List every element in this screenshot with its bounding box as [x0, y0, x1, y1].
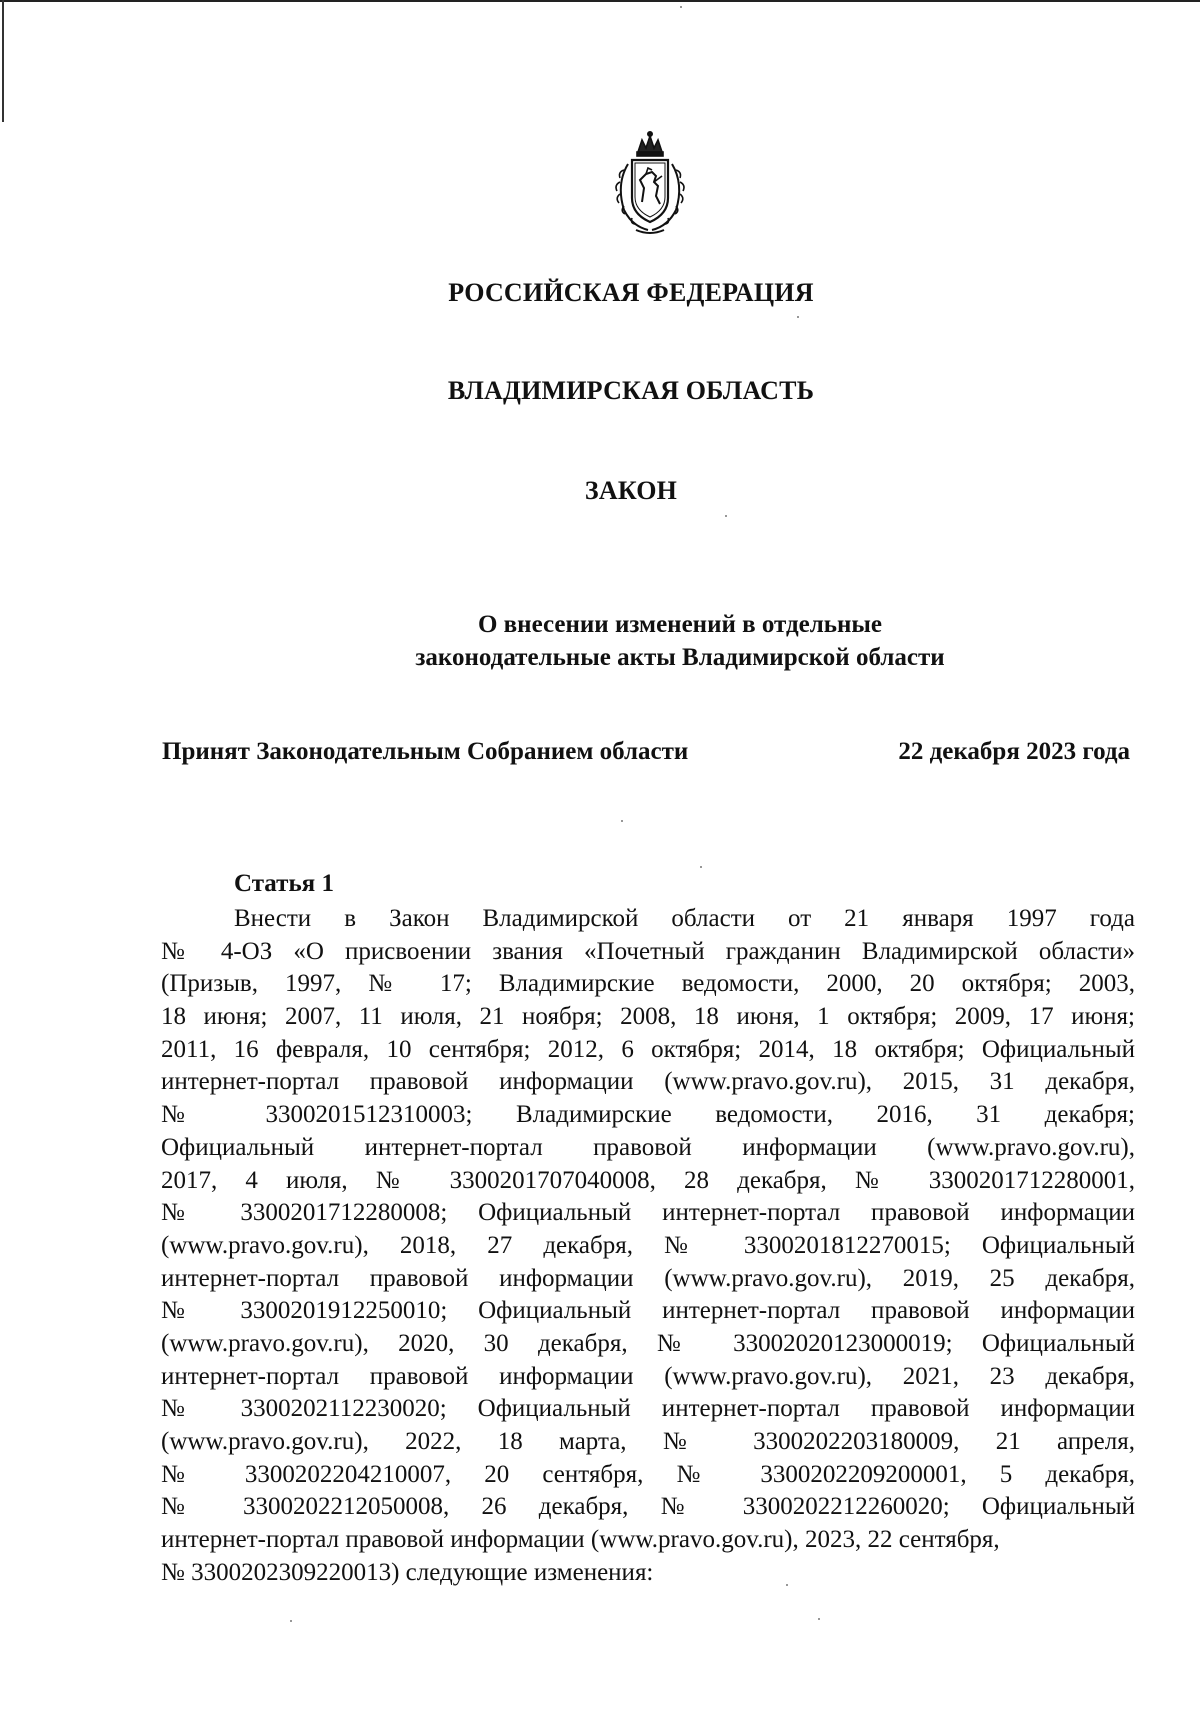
law-title-line: О внесении изменений в отдельные — [477, 611, 883, 638]
article-body — [161, 903, 1135, 1589]
page-top-border — [0, 0, 1200, 2]
scan-speck — [290, 1620, 292, 1622]
article-body-line: 2017, 4 июля, № 3300201707040008, 28 декабря, № 3300201712280001, — [161, 1166, 1135, 1194]
scan-speck — [621, 820, 623, 822]
coat-of-arms-icon — [602, 130, 698, 238]
scan-speck — [700, 866, 702, 868]
article-body-line: (Призыв, 1997, № 17; Владимирские ведомости, 2000, 20 октября; 2003, — [161, 970, 1135, 998]
article-body-line: интернет-портал правовой информации (www.pravo.gov.ru), 2021, 23 декабря, — [161, 1362, 1135, 1390]
country-heading: РОССИЙСКАЯ ФЕДЕРАЦИЯ — [448, 278, 814, 307]
article-body-line: № 3300202204210007, 20 сентября, № 3300202209200001, 5 декабря, — [161, 1460, 1135, 1488]
adoption-label: Принят Законодательным Собранием области — [162, 738, 689, 765]
article-body-line: (www.pravo.gov.ru), 2022, 18 марта, № 3300202203180009, 21 апреля, — [161, 1428, 1135, 1455]
article-body-line: № 4-ОЗ «О присвоении звания «Почетный гражданин Владимирской области» — [161, 937, 1135, 965]
scan-speck — [680, 6, 682, 8]
article-body-line: 2011, 16 февраля, 10 сентября; 2012, 6 октября; 2014, 18 октября; Официальный — [161, 1035, 1135, 1063]
article-body-line: № 3300202212050008, 26 декабря, № 3300202212260020; Официальный — [161, 1493, 1135, 1521]
article-body-line: интернет-портал правовой информации (www.pravo.gov.ru), 2019, 25 декабря, — [161, 1264, 1135, 1292]
article-body-line: 18 июня; 2007, 11 июля, 21 ноября; 2008, 18 июня, 1 октября; 2009, 17 июня; — [161, 1003, 1135, 1031]
article-heading: Статья 1 — [234, 870, 334, 897]
article-body-line: Официальный интернет-портал правовой информации (www.pravo.gov.ru), — [161, 1133, 1135, 1161]
article-body-line: № 3300202309220013) следующие изменения: — [161, 1558, 654, 1586]
article-body-line: (www.pravo.gov.ru), 2020, 30 декабря, № 33002020123000019; Официальный — [161, 1329, 1135, 1357]
scan-speck — [786, 1584, 788, 1586]
article-body-line: интернет-портал правовой информации (www.pravo.gov.ru), 2015, 31 декабря, — [161, 1068, 1135, 1096]
article-body-line: № 3300201712280008; Официальный интернет-портал правовой информации — [161, 1199, 1135, 1227]
scan-speck — [725, 515, 727, 517]
law-title-line: законодательные акты Владимирской области — [415, 644, 945, 671]
article-body-line: № 3300202112230020; Официальный интернет-портал правовой информации — [161, 1395, 1135, 1423]
adoption-date: 22 декабря 2023 года — [898, 738, 1130, 765]
scan-speck — [818, 1618, 820, 1620]
document-type-heading: ЗАКОН — [584, 476, 678, 505]
law-title — [320, 608, 1040, 674]
region-heading: ВЛАДИМИРСКАЯ ОБЛАСТЬ — [447, 376, 815, 405]
article-body-line: № 3300201912250010; Официальный интернет-портал правовой информации — [161, 1297, 1135, 1325]
scan-edge-mark — [2, 0, 4, 122]
article-body-line: Внести в Закон Владимирской области от 21 января 1997 года — [234, 905, 1135, 932]
article-body-line: интернет-портал правовой информации (www.pravo.gov.ru), 2023, 22 сентября, — [161, 1526, 1000, 1554]
article-body-line: № 3300201512310003; Владимирские ведомости, 2016, 31 декабря; — [161, 1101, 1135, 1129]
article-body-line: (www.pravo.gov.ru), 2018, 27 декабря, № 3300201812270015; Официальный — [161, 1231, 1135, 1259]
scan-speck — [797, 316, 799, 318]
